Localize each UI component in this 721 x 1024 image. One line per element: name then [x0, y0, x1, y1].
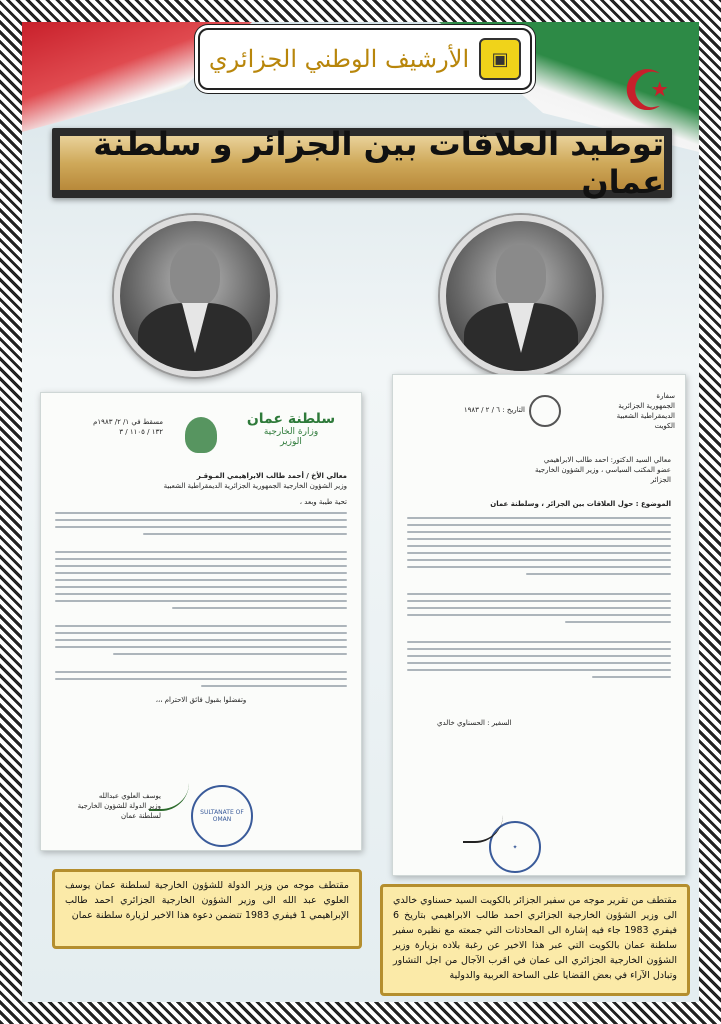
portrait-right	[440, 215, 602, 377]
date-line: مسقط في ١/ ٢/ ١٩٨٣م	[93, 418, 163, 426]
addressee-title-2: الجزائر	[650, 476, 671, 484]
document-oman-letter	[40, 392, 362, 851]
ref-line: ١٣٢ / ١١٠٥ / ٣	[119, 428, 163, 436]
ministry: وزارة الخارجية	[263, 427, 319, 437]
addressee-title-1: عضو المكتب السياسي ، وزير الشؤون الخارجية	[534, 466, 671, 474]
addressee-title: وزير الشؤون الخارجية الجمهورية الجزائرية الديمقراطية الشعبية	[163, 482, 347, 490]
city: الكويت	[654, 422, 675, 430]
republic-2: الديمقراطية الشعبية	[616, 412, 675, 420]
addressee: معالي السيد الدكتور: احمد طالب الابراهيمي	[543, 456, 671, 464]
algeria-emblem-icon	[529, 395, 561, 427]
embassy-seal-icon: ✦	[489, 821, 541, 873]
embassy: سفارة	[656, 392, 675, 400]
poster	[22, 22, 699, 1002]
portrait-left	[114, 215, 276, 377]
caption-left: مقتطف موجه من وزير الدولة للشؤون الخارجية لسلطنة عمان يوسف العلوي عبد الله الى وزير الشؤون الخارجية الجزائري احمد طالب الإبراهيمي 1 فيفري 1983 تتضمن دعوة هذا الاخير لزيارة سلطنة عمان	[52, 869, 362, 949]
signer: يوسف العلوي عبدالله	[98, 792, 161, 800]
subject: الموضوع : حول العلاقات بين الجزائر ، وسلطنة عمان	[490, 500, 671, 508]
archive-header	[198, 28, 532, 90]
office: الوزير	[280, 437, 302, 447]
page-title: توطيد العلاقات بين الجزائر و سلطنة عمان	[93, 125, 664, 201]
closing: وتفضلوا بقبول فائق الاحترام ،،،	[155, 696, 247, 704]
date-line: التاريخ : ٦ / ٢ / ١٩٨٣	[463, 406, 525, 414]
document-embassy-report	[392, 374, 686, 876]
star-crescent-icon: ☪	[621, 59, 673, 124]
signer-org: لسلطنة عمان	[120, 812, 161, 820]
title-band	[52, 125, 672, 201]
signer: السفير : الحسناوي خالدي	[437, 719, 512, 727]
addressee: معالي الأخ / أحمد طالب الابراهيمي المـوقـر	[196, 472, 347, 480]
oman-emblem-icon	[185, 417, 217, 453]
caption-right: مقتطف من تقرير موجه من سفير الجزائر بالكويت السيد حسناوي خالدي الى وزير الشؤون الخارجية الجزائري احمد طالب الابراهيمي بتاريخ 6 فيفري 1983 جاء فيه إشارة الى المحادثات التي جمعته مع نظيره سفير سلطنة عمان بالكويت التي عبر هذا الاخير عن رغبة بلاده بزيارة وزير الشؤون الخارجية الجزائري الى عمان في اقرب الآجال من اجل التشاور وتبادل الآراء في بعض القضايا على الساحة العربية والدولية	[380, 884, 690, 996]
letterhead: سلطنة عمان	[246, 411, 336, 427]
archive-logo-icon: ▣	[479, 38, 521, 80]
oman-seal: SULTANATE OF OMAN	[191, 785, 253, 847]
republic: الجمهورية الجزائرية	[618, 402, 675, 410]
signer-title: وزير الدولة للشؤون الخارجية	[77, 802, 161, 810]
greeting: تحية طيبة وبعد ،	[299, 498, 347, 506]
archive-title: الأرشيف الوطني الجزائري	[208, 45, 470, 73]
